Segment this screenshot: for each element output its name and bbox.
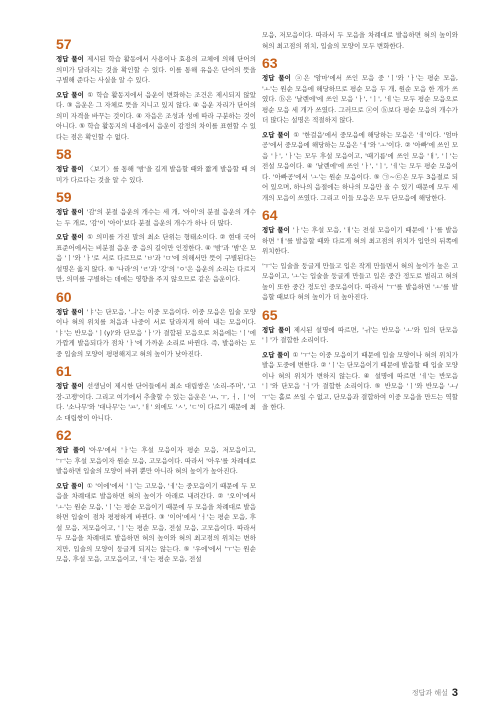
answer-label: 정답 풀이	[262, 226, 290, 234]
question-57	[56, 36, 256, 142]
answer-label: 정답 풀이	[56, 55, 84, 63]
question-number: 63	[262, 55, 278, 71]
wrong-text: ① 'ㅜ'는 이중 모음이기 때문에 입술 모양이나 혀의 위치가 발음 도중에 변한다. ② 'ㅣ'는 단모음이기 때문에 발음할 때 입술 모양이나 혀의 위치가 변하지 않는다. ④ 설명에 따르면 'ㅔ'는 반모음 'ㅣ'와 단모음 'ㅓ'가 결합한 소리이다. ⑤ 반모음 'ㅣ'와 반모음 'ㅗ/ㅜ'는 홀로 쓰일 수 없고, 단모음과 결합하여 이중 모음을 만드는 역할을 한다.	[262, 350, 458, 411]
question-60	[56, 289, 256, 360]
wrong-text: ① 학습 활동지에서 음운이 변화하는 조건은 제시되지 않았다. ③ 음운은 그 자체로 뜻을 지니고 있지 않다. ④ 음운 자리가 단어의 의미 자격을 바꾸는 것이다. ④ 자음은 조성과 성에 따라 구분하는 것이 아니다. ⑤ 학습 활동지의 내용에서 음운이 감정의 차이를 표현할 수 있다는 점은 확인할 수 없다.	[56, 90, 256, 141]
wrong-label: 오답 풀이	[262, 350, 290, 359]
answer-text: ⓐ은 '암마'에서 쓰인 모음 중 'ㅣ'와 'ㅏ'는 평순 모음, 'ㅗ'는 원순 모음에 해당하므로 평순 모음 두 개, 원순 모음 한 개가 쓰였다. ⓑ은 '날렌에'에 쓰인 모음 'ㅏ', 'ㅣ', 'ㅔ'는 모두 평순 모음으로 평순 모음 세 개가 쓰였다. 그러므로 ⓐ이 ⓑ보다 평순 모음의 개수가 더 많다는 설명은 적절하지 않다.	[262, 74, 458, 124]
answer-text: '아우'에서 'ㅏ'는 후설 모음이자 평순 모음, 저모음이고, 'ㅜ'는 후설 모음이자 원순 모음, 고모음이다. 따라서 '아우'를 차례대로 발음하면 입술의 모양이 바뀌 뿐만 아니라 혀의 높이가 높아진다.	[56, 446, 256, 475]
question-number: 59	[56, 189, 72, 205]
footer-label: 정답과 해설	[411, 689, 448, 697]
page-number: 3	[451, 687, 458, 699]
question-61	[56, 363, 256, 423]
left-column	[56, 36, 256, 569]
answer-explanation	[262, 325, 458, 346]
answer-label: 정답 풀이	[56, 446, 86, 454]
answer-label: 정답 풀이	[56, 165, 84, 173]
wrong-explanation	[56, 232, 256, 285]
question-number: 61	[56, 363, 72, 379]
answer-label: 정답 풀이	[262, 74, 291, 82]
wrong-label: 오답 풀이	[56, 233, 84, 241]
question-58	[56, 146, 256, 185]
answer-text: 선생님이 제시한 단어들에서 최소 대립쌍은 '소리-주머', '고장-고쟁'이다. 그리고 여기에서 추출할 수 있는 음운은 'ㅛ, ㅜ, ㅓ, ㅣ'이다. '소나무'와 '대나무'는 'ㅛ', 'ㅐ' 외에도 'ㅅ', 'ㄷ'이 다르기 때문에 최소 대립쌍이 아니다.	[56, 382, 256, 422]
wrong-text: ① '한걸음'에서 중모음에 해당하는 모음은 'ㅔ'이다. '엄마공'에서 중모음에 해당하는 모음은 'ㅔ'와 'ㅗ'이다. ② '아빠'에 쓰인 모음 'ㅏ', 'ㅏ'는 모두 후설 모음이고, '때기름'에 쓰인 모음 'ㅐ', 'ㅣ'는 전설 모음이다. ④ '날렌에'에 쓰인 'ㅏ', 'ㅣ', 'ㅔ'는 모두 평순 모음이다. '아빠공'에서 'ㅗ'는 원순 모음이다. ⑤ ㉠~㉢은 모두 3음절로 되어 있으며, 하나의 음절에는 하나의 모음만 올 수 있기 때문에 모두 세 개의 모음이 쓰였다. 그리고 이들 모음은 모두 단모음에 해당한다.	[262, 130, 458, 202]
answer-explanation	[262, 73, 458, 126]
wrong-explanation	[262, 130, 458, 204]
answer-explanation	[56, 164, 256, 185]
answer-text: 제시된 설명에 따르면, 'ㅟ'는 반모음 'ㅗ'와 입의 단모음 'ㅣ'가 결합한 소리이다.	[262, 325, 458, 344]
answer-explanation	[56, 445, 256, 477]
answer-explanation	[262, 225, 458, 257]
wrong-label: 오답 풀이	[56, 481, 84, 490]
page-footer	[412, 687, 458, 699]
question-64	[262, 207, 458, 303]
wrong-text: ① '이에'에서 'ㅣ'는 고모음, 'ㅔ'는 중모음이기 때문에 두 모음을 차례대로 발음하면 혀의 높이가 아래로 내려간다. ② '오이'에서 'ㅗ'는 원순 모음, 'ㅣ'는 평순 모음이기 때문에 두 모음을 차례대로 발음하면 입술이 점차 평평하게 바뀐다. ③ '이어'에서 'ㅓ'는 평순 모음, 후설 모음, 저모음이고, 'ㅣ'는 평순 모음, 전설 모음, 고모음이다. 따라서 두 모음을 차례대로 발음하면 혀의 높이와 혀의 최고점의 위치는 변하지만, 입술의 모양이 둥글게 되지는 않는다. ⑤ '우에'에서 'ㅜ'는 원순 모음, 후설 모음, 고모음이고, 'ㅔ'는 평순 모음, 전설	[56, 481, 256, 563]
question-number: 64	[262, 207, 278, 223]
answer-text: 'ㅑ'는 단모음, 'ㅢ'는 이중 모음이다. 이중 모음은 입술 모양이나 혀의 위치를 처음과 나중이 서로 달라지게 하여 내는 모음이다. 'ㅑ'는 반모음 'ㅣ(y)'와 단모음 'ㅏ'가 결합된 모음으로 처음에는 'ㅣ'에 가깝게 발음되다가 점차 'ㅏ'에 가까운 소리로 바뀐다. 즉, 발음하는 도중 입술의 모양이 평평해지고 혀의 높이가 낮아진다.	[56, 307, 256, 358]
question-number: 60	[56, 288, 72, 305]
question-number: 62	[56, 427, 72, 443]
q62-continued-text: 모음, 저모음이다. 따라서 두 모음을 차례대로 발음하면 혀의 높이와 혀의 최고점의 위치, 입술의 모양이 모두 변화한다.	[262, 31, 458, 50]
wrong-text: ① 의미를 가진 말의 최소 단위는 형태소이다. ② 현대 국어 표준어에서는 비분절 음운 중 음의 길이만 인정한다. ④ '밤'과 '밤'은 모음 'ㅣ'와 'ㅏ'로 서로 다르므로 'ㅂ'과 'ㅁ'에 의해서만 뜻이 구별된다는 설명은 옳지 않다. ⑤ '나라'의 'ㄹ'과 '강'의 'ㅇ'은 음운의 소리는 다르지만, 의미를 구별하는 데에는 영향을 주지 않으므로 같은 음운이다.	[56, 233, 256, 283]
answer-explanation	[56, 381, 256, 423]
answer-label: 정답 풀이	[56, 382, 84, 390]
wrong-explanation	[262, 350, 458, 413]
answer-explanation	[56, 207, 256, 228]
answer-text: 'ㅏ'는 후설 모음, 'ㅐ'는 전설 모음이기 때문에 'ㅏ'를 발음하면 'ㅐ'를 발음할 때와 다르게 혀의 최고점의 위치가 입안의 뒤쪽에 위치한다.	[262, 226, 458, 255]
question-number: 58	[56, 146, 72, 162]
answer-explanation	[56, 54, 256, 86]
answer-label: 정답 풀이	[56, 208, 84, 216]
question-65	[262, 307, 458, 413]
answer-explanation	[56, 307, 256, 360]
wrong-label: 오답 풀이	[56, 90, 84, 99]
question-63	[262, 55, 458, 203]
wrong-explanation	[56, 90, 256, 143]
extra-explanation: 'ㅜ'는 입술을 둥글게 만들고 입은 작게 만들면서 혀의 높이가 높은 고모음이고, 'ㅗ'는 입술을 둥글게 만들고 입은 중간 정도로 벌리고 혀의 높이 또한 중간 정도인 중모음이다. 따라서 'ㅜ'를 발음하면 'ㅗ'를 발음할 때보다 혀의 높이가 더 높아진다.	[262, 261, 458, 301]
answer-text: 제시된 학습 활동에서 사용이나 효용의 교체에 의해 단어의 의미가 달라지는 것을 확인할 수 있다. 이를 통해 유음은 단어의 뜻을 구별해 준다는 사실을 알 수 있다.	[56, 55, 256, 84]
answer-text: '감'의 분절 음운의 개수는 세 개, '아이'의 분절 음운의 개수는 두 개로, '감'이 '아이'보다 분절 음운의 개수가 하나 더 많다.	[56, 208, 256, 227]
wrong-label: 오답 풀이	[262, 130, 290, 139]
answer-label: 정답 풀이	[56, 307, 84, 316]
question-62	[56, 427, 256, 565]
answer-label: 정답 풀이	[262, 325, 291, 334]
question-number: 57	[56, 36, 72, 52]
answer-text: 〈보기〉를 통해 '밤'을 길게 발음할 때와 짧게 발음할 때 의미가 다르다는 것을 알 수 있다.	[56, 165, 257, 184]
question-59	[56, 189, 256, 285]
wrong-explanation	[56, 481, 256, 565]
right-column	[262, 30, 458, 417]
question-number: 65	[262, 306, 278, 323]
